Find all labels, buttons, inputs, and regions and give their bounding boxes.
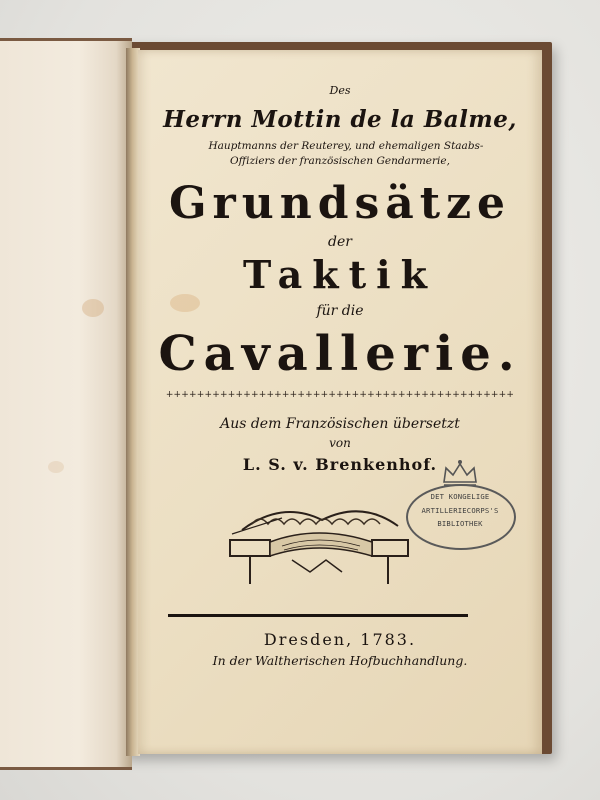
- author-titles-line2: Offiziers der französischen Gendarmerie,: [230, 155, 450, 167]
- author-name: Herrn Mottin de la Balme,: [163, 106, 517, 133]
- printers-vignette: [222, 490, 414, 586]
- main-title-line2: Taktik: [243, 252, 437, 297]
- stamp-line2: ARTILLERIECORPS'S: [421, 506, 499, 515]
- main-title-line1: Grundsätze: [168, 178, 512, 229]
- ornamental-rule: +++++++++++++++++++++++++++++++++++++++++++++: [165, 390, 515, 400]
- foxing-stain: [48, 461, 64, 473]
- title-connector-der: der: [328, 234, 352, 250]
- front-endpaper: [0, 38, 132, 770]
- translator-name: L. S. v. Brenkenhof.: [242, 455, 438, 474]
- stamp-line1: DET KONGELIGE: [430, 492, 490, 501]
- translator-von: von: [329, 436, 351, 450]
- title-des: Des: [329, 84, 351, 97]
- title-connector-fuer-die: für die: [316, 303, 364, 319]
- author-titles-line1: Hauptmanns der Reuterey, und ehemaligen Staabs-: [208, 140, 484, 152]
- translation-note: Aus dem Französischen übersetzt: [220, 416, 460, 432]
- imprint-place-date: Dresden, 1783.: [263, 630, 417, 649]
- library-stamp: [406, 458, 514, 550]
- main-title-line3: Cavallerie.: [158, 326, 522, 382]
- stamp-line3: BIBLIOTHEK: [437, 519, 483, 528]
- foxing-stain: [82, 299, 104, 317]
- horizontal-rule: [168, 614, 468, 617]
- imprint-publisher: In der Waltherischen Hofbuchhandlung.: [212, 653, 468, 668]
